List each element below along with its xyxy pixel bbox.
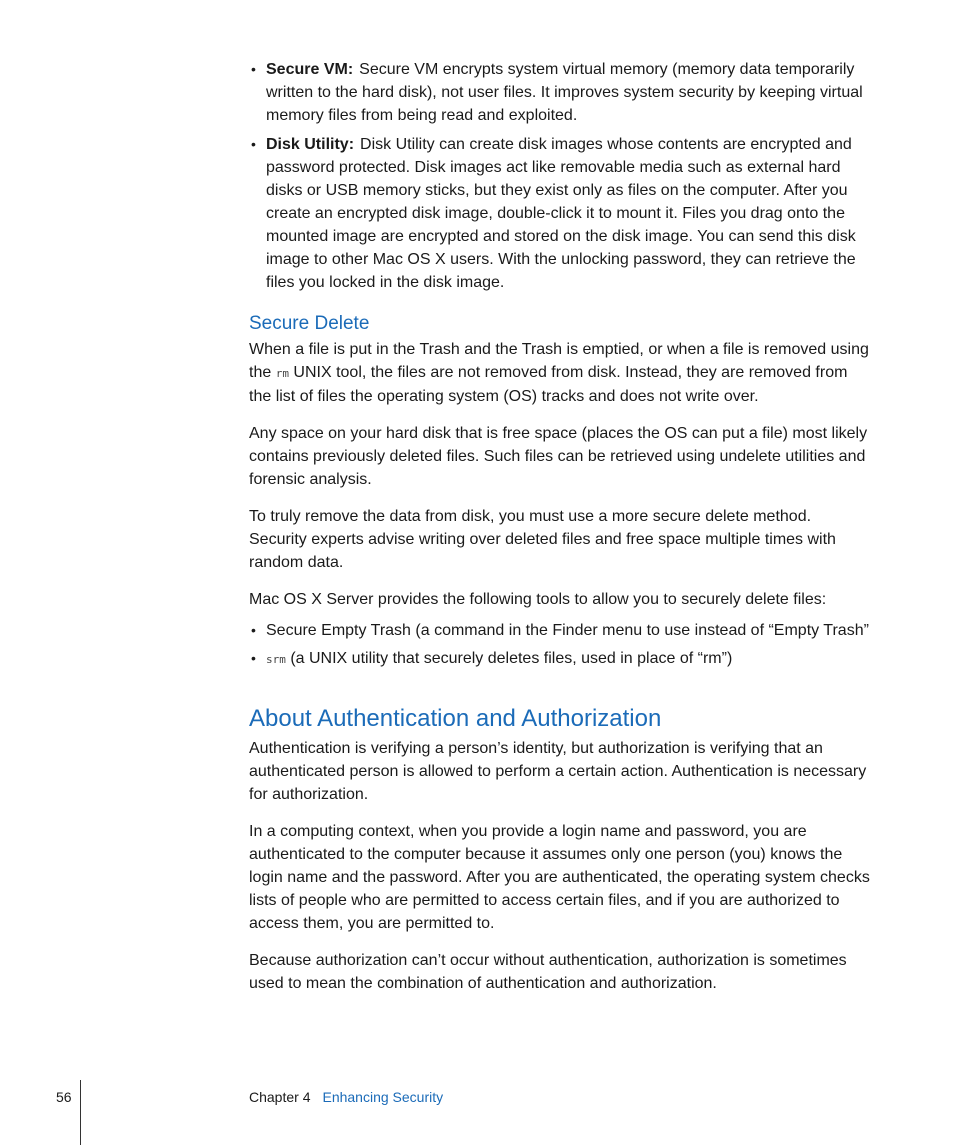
code-srm: srm bbox=[266, 653, 286, 666]
term-label: Secure VM: bbox=[266, 61, 354, 78]
chapter-reference bbox=[249, 1089, 443, 1105]
section-heading-authentication: About Authentication and Authorization bbox=[249, 705, 662, 732]
list-item-text: Secure Empty Trash (a command in the Finder menu to use instead of “Empty Trash” bbox=[266, 622, 869, 639]
list-item bbox=[249, 619, 871, 642]
code-rm: rm bbox=[275, 367, 289, 380]
paragraph: Mac OS X Server provides the following tools to allow you to securely delete files: bbox=[249, 591, 827, 608]
list-item bbox=[249, 133, 871, 294]
footer-divider bbox=[80, 1080, 81, 1145]
page-footer bbox=[0, 1080, 954, 1145]
chapter-title: Enhancing Security bbox=[322, 1089, 444, 1105]
list-item-text: (a UNIX utility that securely deletes files, used in place of “rm”) bbox=[290, 650, 733, 667]
list-item bbox=[249, 58, 871, 127]
page-number: 56 bbox=[56, 1089, 72, 1105]
list-item bbox=[249, 647, 871, 671]
paragraph bbox=[249, 338, 871, 408]
page-body bbox=[249, 58, 871, 1009]
chapter-label: Chapter 4 bbox=[249, 1089, 311, 1105]
section-heading-secure-delete: Secure Delete bbox=[249, 313, 370, 334]
term-description: Secure VM encrypts system virtual memory (memory data temporarily written to the hard disk), not user files. It improves system security by keeping virtual memory files from being read and exploited. bbox=[266, 61, 863, 124]
paragraph-text: When a file is put in the Trash and the Trash is emptied, or when a file is removed using the bbox=[249, 341, 869, 381]
term-label: Disk Utility: bbox=[266, 136, 355, 153]
feature-list bbox=[249, 58, 871, 294]
paragraph: To truly remove the data from disk, you must use a more secure delete method. Security experts advise writing over deleted files and free space multiple times with random data. bbox=[249, 508, 836, 571]
paragraph: Authentication is verifying a person’s identity, but authorization is verifying that an authenticated person is allowed to perform a certain action. Authentication is necessary for authorization. bbox=[249, 740, 867, 803]
term-description: Disk Utility can create disk images whose contents are encrypted and password protected. Disk images act like removable media such as external hard disks or USB memory sticks, but they exist only as files on the computer. After you create an encrypted disk image, double-click it to mount it. Files you drag onto the mounted image are encrypted and stored on the disk image. You can send this disk image to other Mac OS X users. With the unlocking password, they can retrieve the files you locked in the disk image. bbox=[266, 136, 856, 291]
paragraph: In a computing context, when you provide a login name and password, you are authenticated to the computer because it assumes only one person (you) knows the login name and the password. After you are authenticated, the operating system checks lists of people who are permitted to access certain files, and if you are authorized to access them, you are permitted to. bbox=[249, 823, 870, 932]
paragraph: Because authorization can’t occur without authentication, authorization is sometimes used to mean the combination of authentication and authorization. bbox=[249, 952, 847, 992]
paragraph-text: UNIX tool, the files are not removed from disk. Instead, they are removed from the list of files the operating system (OS) tracks and does not write over. bbox=[249, 364, 848, 405]
secure-delete-tools-list bbox=[249, 619, 871, 671]
paragraph: Any space on your hard disk that is free space (places the OS can put a file) most likely contains previously deleted files. Such files can be retrieved using undelete utilities and forensic analysis. bbox=[249, 425, 868, 488]
